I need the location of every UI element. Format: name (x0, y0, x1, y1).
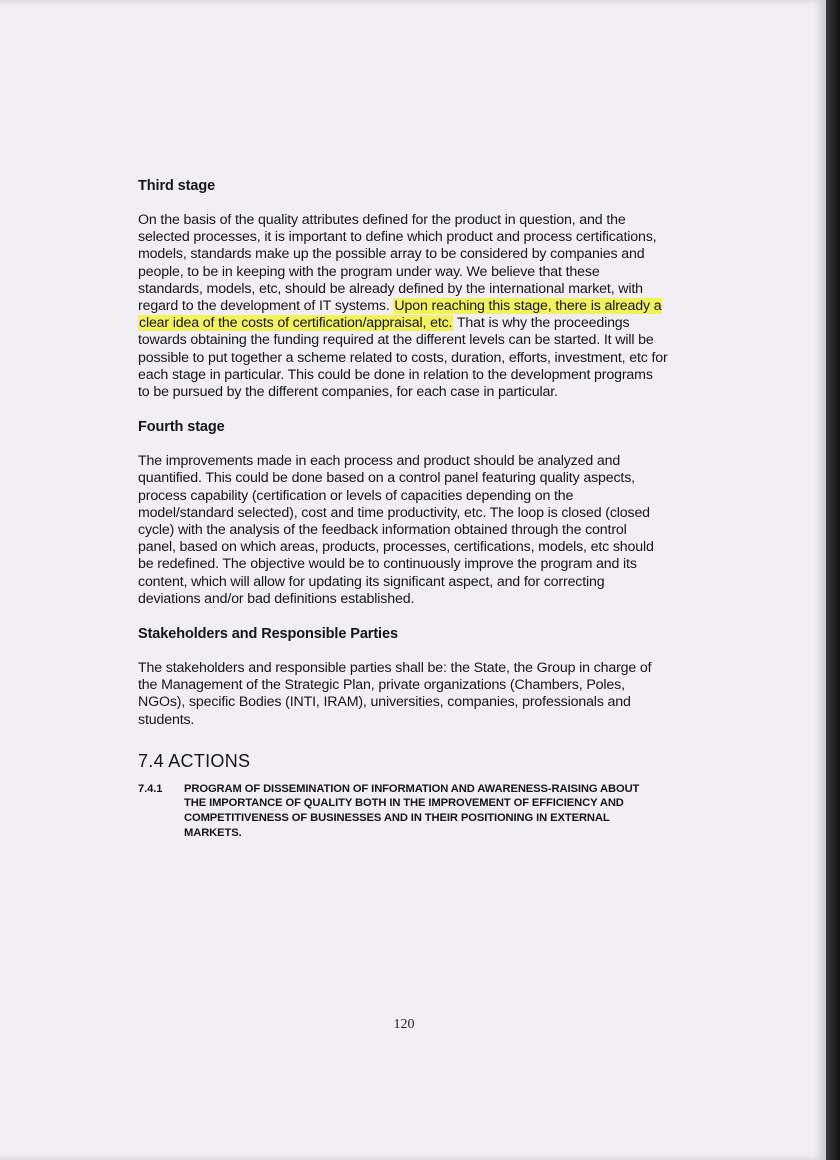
page-number: 120 (393, 1017, 415, 1032)
paragraph-fourth-stage: The improvements made in each process and product should be analyzed and quantified. This could be done based on a control panel featuring quality aspects, process capability (certification or levels of capacities depending on the model/standard selected), cost and time productivity, etc. The loop is closed (closed cycle) with the analysis of the feedback information obtained through the control panel, based on which areas, products, processes, certifications, models, etc should be redefined. The objective would be to continuously improve the program and its content, which will allow for updating its significant aspect, and for correcting deviations and/or bad definitions established. (138, 453, 654, 607)
subsection-7-4-1 (138, 782, 668, 840)
section-title-actions: 7.4 ACTIONS (138, 750, 251, 771)
paragraph-stakeholders: The stakeholders and responsible parties shall be: the State, the Group in charge of the Management of the Strategic Plan, private organizations (Chambers, Poles, NGOs), specific Bodies (INTI, IRAM), universities, companies, professionals and students. (138, 660, 652, 728)
heading-third-stage: Third stage (138, 178, 216, 194)
third-stage-text-after: That is why the proceedings towards obtaining the funding required at the different levels can be started. It will be possible to put together a scheme related to costs, duration, efforts, investment, etc for each stage in particular. This could be done in relation to the development programs to be pursued by the different companies, for each case in particular. (138, 315, 668, 401)
subsection-number: 7.4.1 (138, 782, 163, 795)
heading-fourth-stage: Fourth stage (138, 419, 225, 436)
paragraph-third-stage (138, 212, 668, 401)
heading-stakeholders: Stakeholders and Responsible Parties (138, 626, 398, 643)
highlighted-text: Upon reaching this stage, there is already a clear idea of the costs of certification/appraisal, etc. (139, 298, 662, 332)
page-content (138, 178, 668, 840)
subsection-title: PROGRAM OF DISSEMINATION OF INFORMATION AND AWARENESS-RAISING ABOUT THE IMPORTANCE OF QUALITY BOTH IN THE IMPROVEMENT OF EFFICIENCY AND COMPETITIVENESS OF BUSINESSES AND IN THEIR POSITIONING IN EXTERNAL MARKETS. (184, 782, 640, 839)
scan-dark-edge (826, 0, 840, 1160)
third-stage-text-before: On the basis of the quality attributes defined for the product in question, and the selected processes, it is important to define which product and process certifications, models, standards make up the possible array to be considered by companies and people, to be in keeping with the program under way. We believe that these standards, models, etc, should be already defined by the international market, with regard to the development of IT systems. (138, 212, 657, 315)
